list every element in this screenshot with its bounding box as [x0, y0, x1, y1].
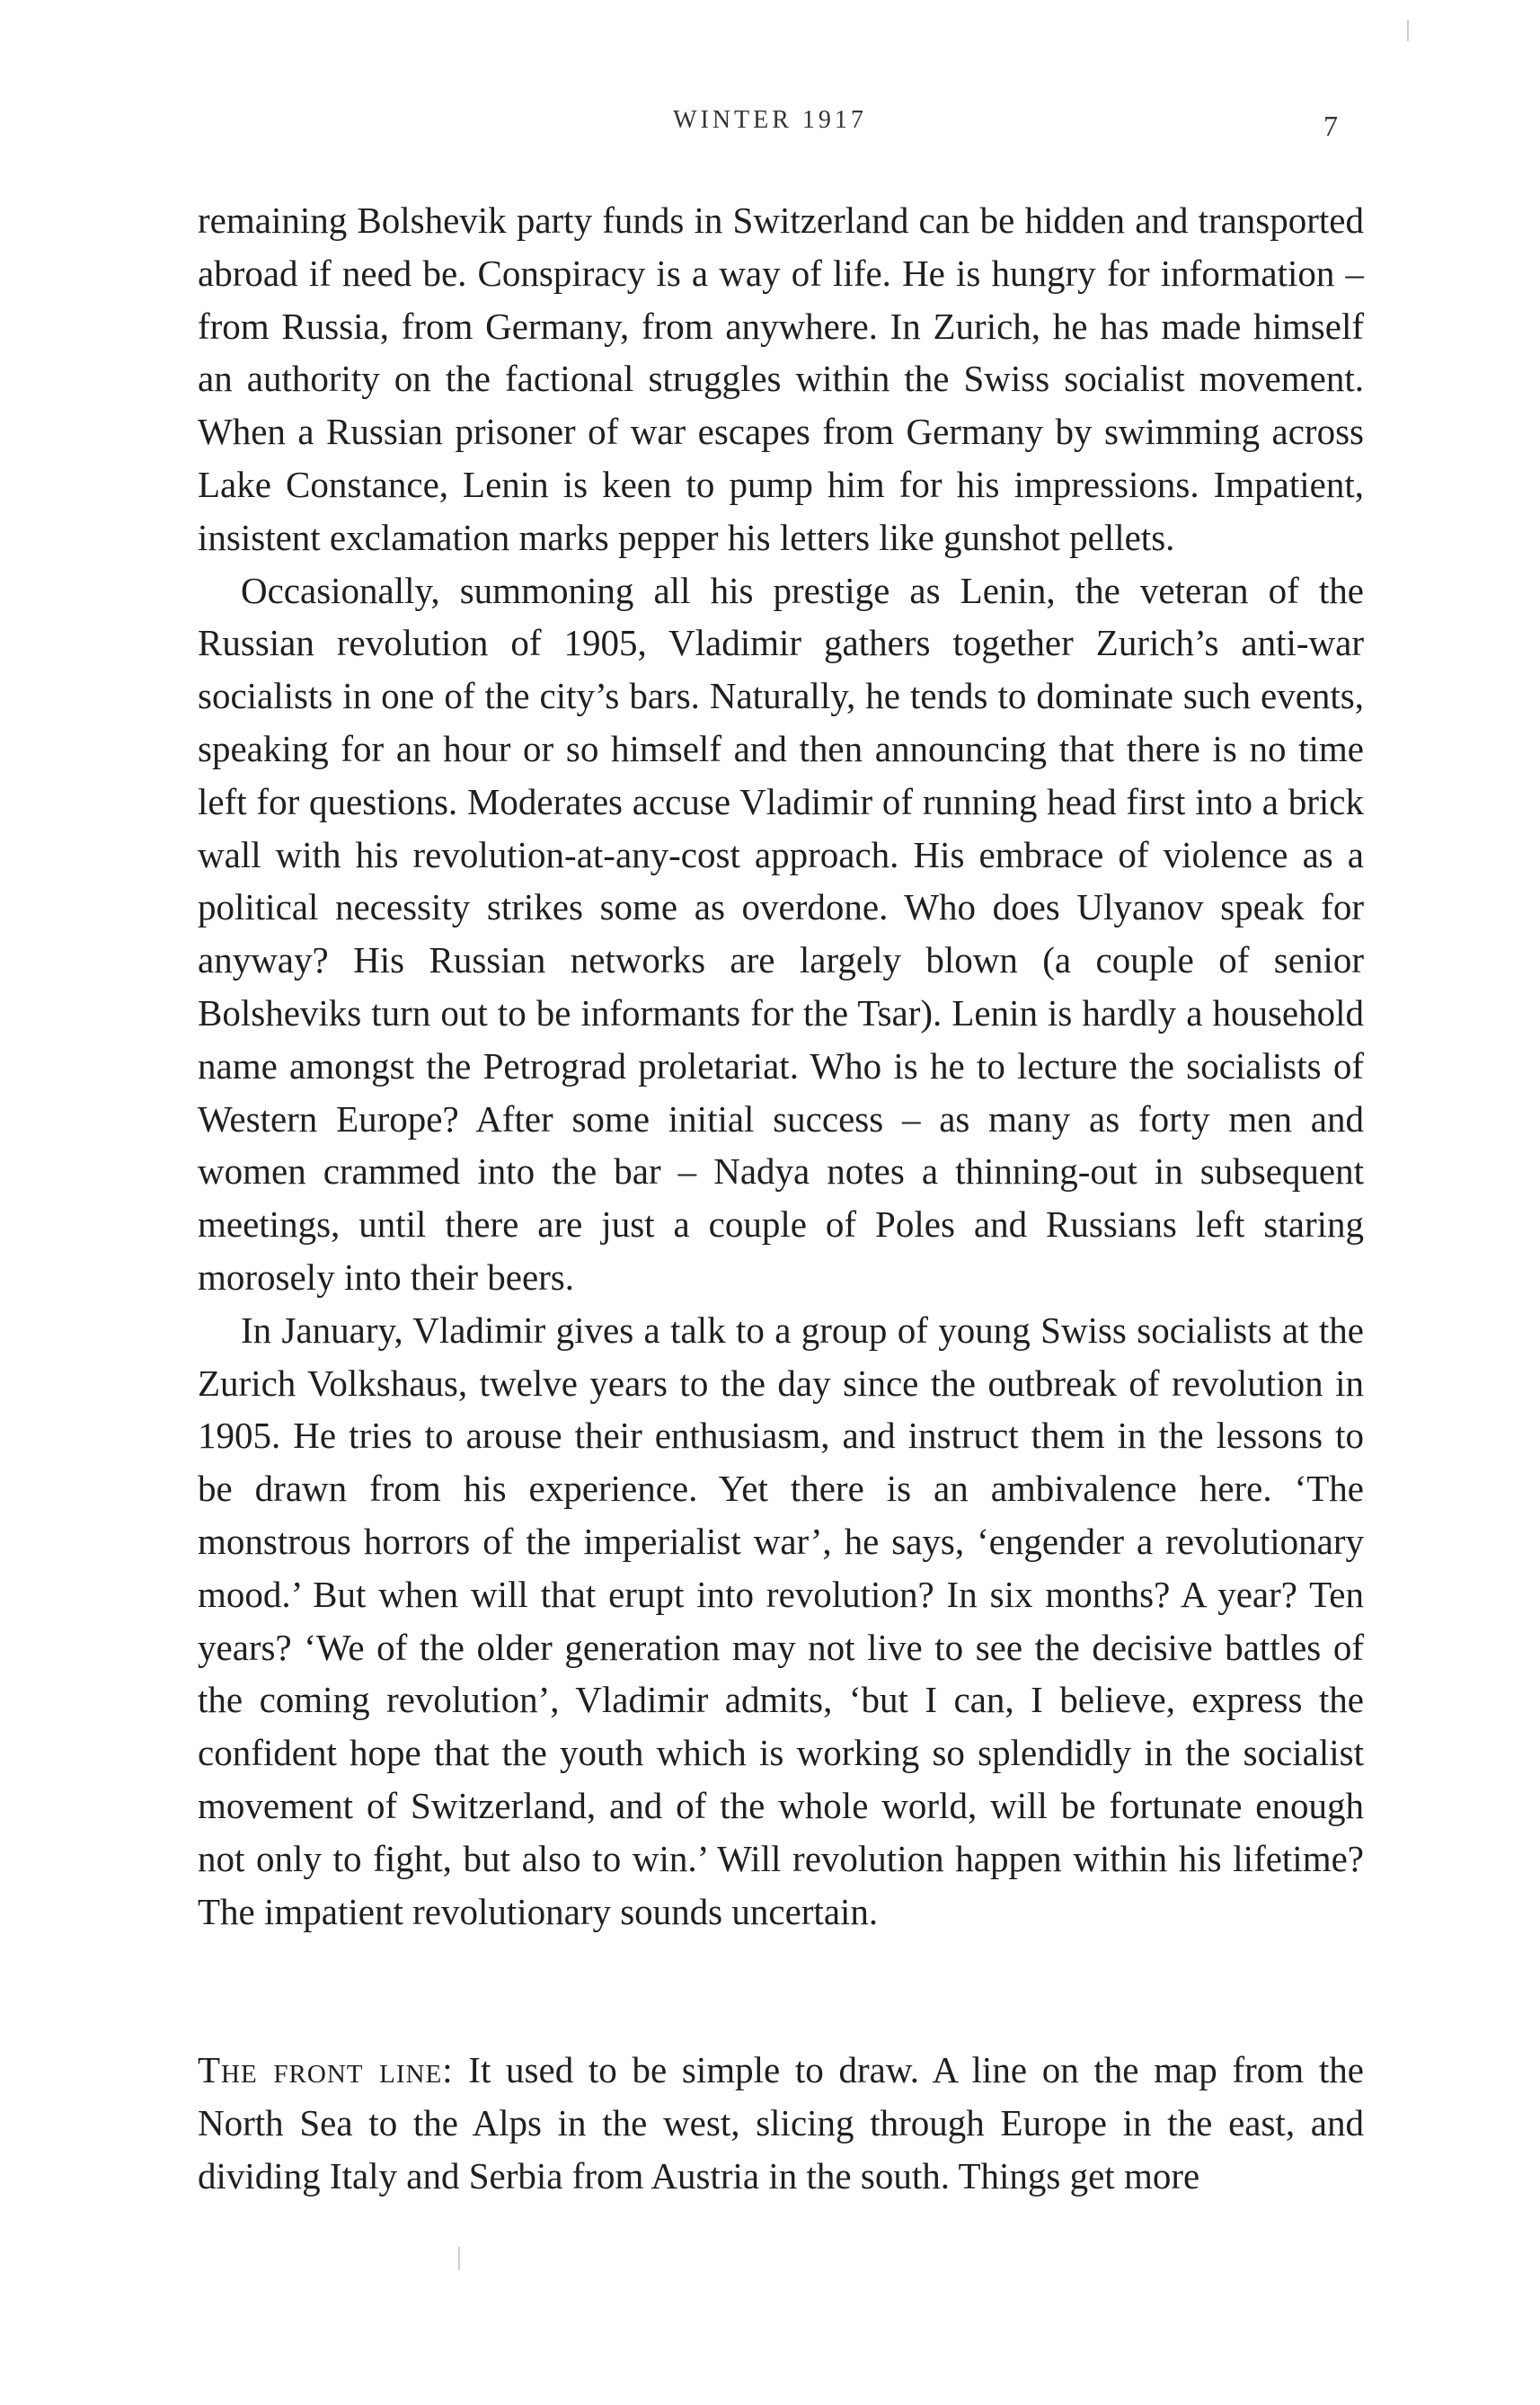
paragraph-3: In January, Vladimir gives a talk to a group of young Swiss socialists at the Zurich Volkshaus, twelve years to the day since the outbreak of revolution in 1905. He tries to arouse their enthusiasm, and instruct them in the lessons to be drawn from his experience. Yet there is an ambivalence here. ‘The monstrous horrors of the imperialist war’, he says, ‘engender a revolutionary mood.’ But when will that erupt into revolution? In six months? A year? Ten years? ‘We of the older generation may not live to see the decisive battles of the coming revolution’, Vladimir admits, ‘but I can, I believe, express the confident hope that the youth which is working so splendidly in the socialist movement of Switzerland, and of the whole world, will be fortunate enough not only to fight, but also to win.’ Will revolution happen within his lifetime? The impatient revolutionary sounds uncertain. — [198, 1309, 1364, 1932]
section-heading: The front line: — [198, 2049, 454, 2091]
body-text — [198, 194, 1364, 2203]
paragraph-1: remaining Bolshevik party funds in Switzerland can be hidden and transported abroad if need be. Conspiracy is a way of life. He is hungry for information – from Russia, from Germany, from anywhere. In Zurich, he has made himself an authority on the factional struggles within the Swiss socialist movement. When a Russian prisoner of war escapes from Germany by swimming across Lake Constance, Lenin is keen to pump him for his impressions. Impatient, insistent exclamation marks pepper his letters like gunshot pellets. — [198, 200, 1364, 558]
page-number: 7 — [1323, 110, 1338, 142]
scan-mark-top — [1407, 20, 1409, 41]
paragraph-2: Occasionally, summoning all his prestige as Lenin, the veteran of the Russian revolution of 1905, Vladimir gathers together Zurich’s anti-war socialists in one of the city’s bars. Naturally, he tends to dominate such events, speaking for an hour or so himself and then announcing that there is no time left for questions. Moderates accuse Vladimir of running head first into a brick wall with his revolution-at-any-cost approach. His embrace of violence as a political necessity strikes some as overdone. Who does Ulyanov speak for anyway? His Russian networks are largely blown (a couple of senior Bolsheviks turn out to be informants for the Tsar). Lenin is hardly a household name amongst the Petrograd proletariat. Who is he to lecture the socialists of Western Europe? After some initial success – as many as forty men and women crammed into the bar – Nadya notes a thinning-out in subsequent meetings, until there are just a couple of Poles and Russians left staring morosely into their beers. — [198, 569, 1364, 1298]
section-text: It used to be simple to draw. A line on the map from the North Sea to the Alps in the west, slicing through Europe in the east, and dividing Italy and Serbia from Austria in the south. Things get more — [198, 2049, 1364, 2196]
section-paragraph — [198, 2044, 1364, 2202]
scan-mark-bottom — [458, 2247, 460, 2270]
running-title: WINTER 1917 — [673, 106, 867, 134]
running-head — [0, 106, 1540, 160]
